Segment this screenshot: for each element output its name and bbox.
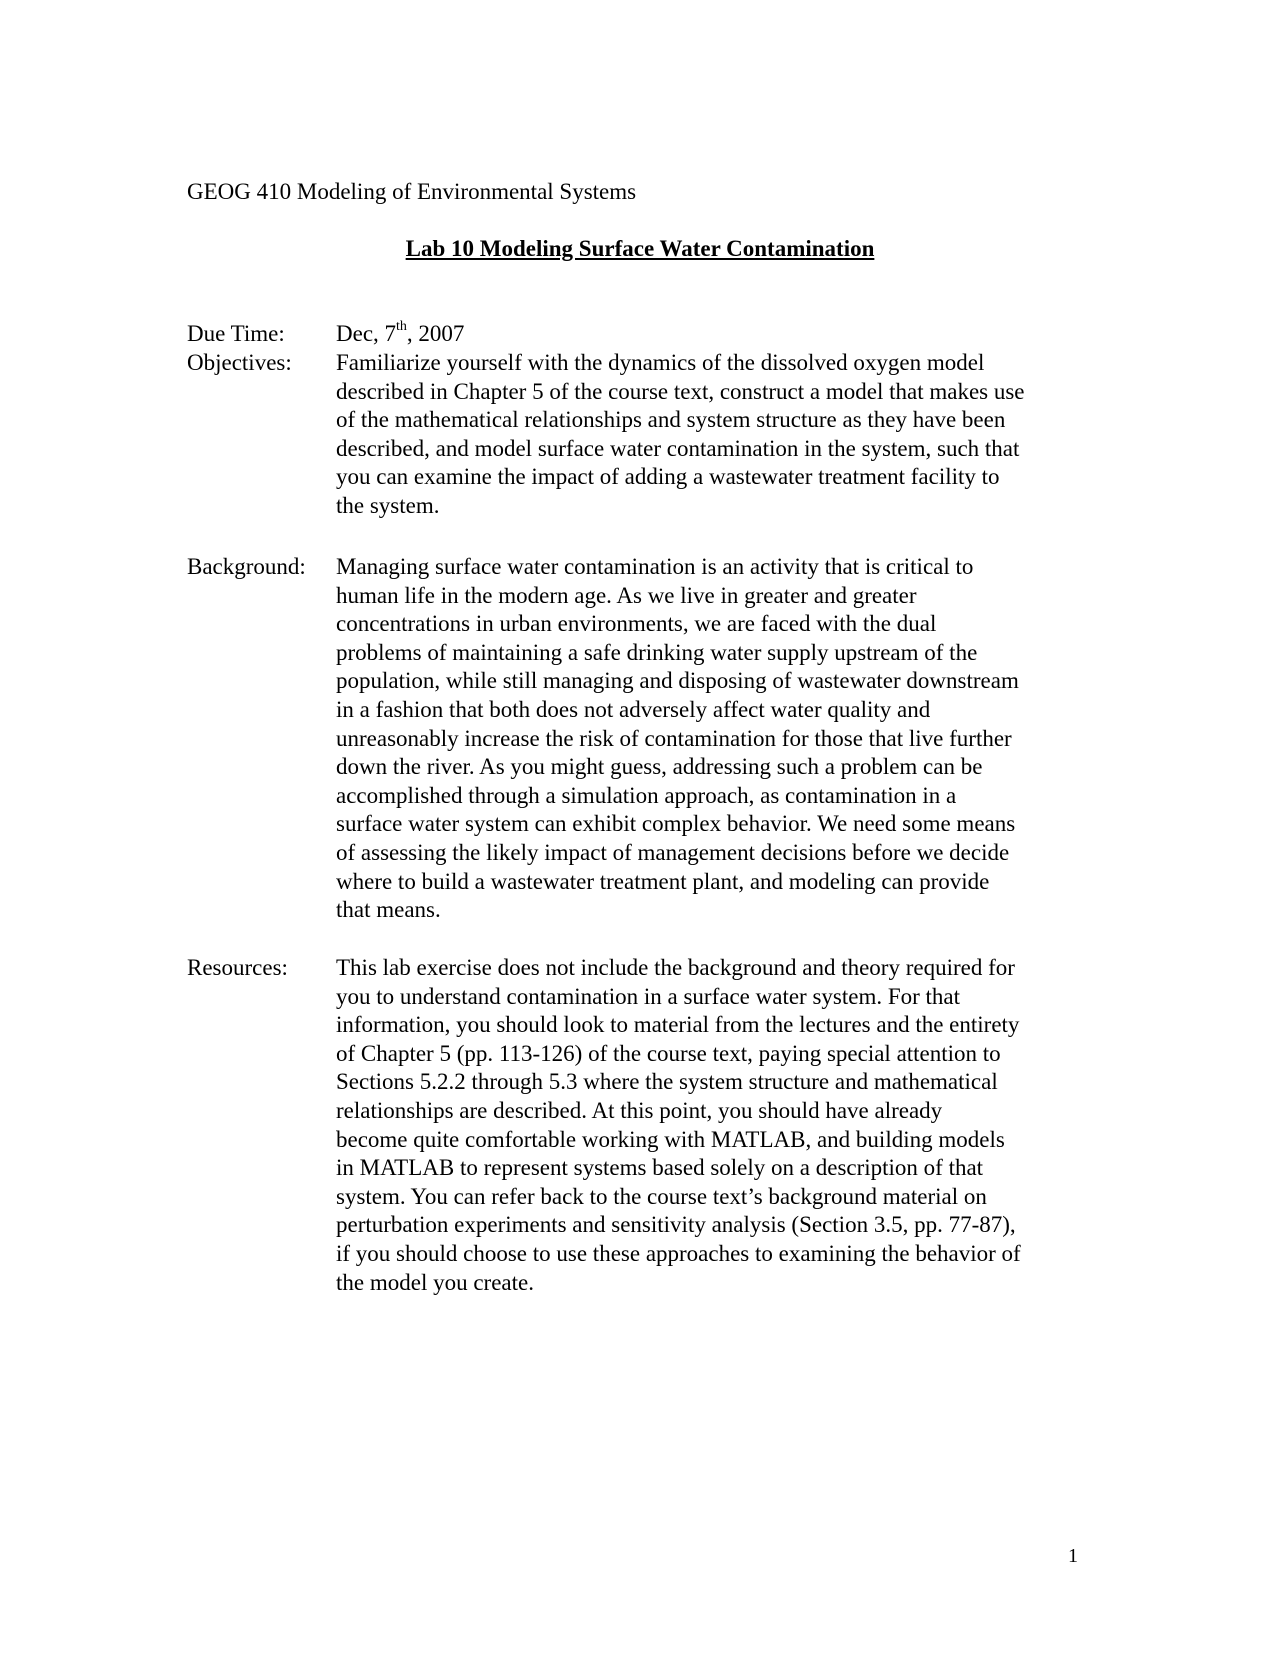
due-date [336,320,1096,349]
page-number: 1 [1068,1545,1078,1567]
background-line: problems of maintaining a safe drinking water supply upstream of the [336,639,978,665]
background-line: where to build a wastewater treatment plant, and modeling can provide [336,868,990,894]
resources-text [336,954,1096,1297]
resources-line: become quite comfortable working with MATLAB, and building models [336,1126,1005,1152]
resources-line: the model you create. [336,1269,534,1295]
resources-label: Resources: [187,955,288,980]
background-line: down the river. As you might guess, addressing such a problem can be [336,754,983,780]
due-time-label: Due Time: [187,321,285,346]
course-title: GEOG 410 Modeling of Environmental Systems [187,179,637,204]
objectives-line: you can examine the impact of adding a wastewater treatment facility to [336,464,1000,490]
resources-line: system. You can refer back to the course text’s background material on [336,1183,987,1209]
background-text [336,553,1096,925]
due-date-prefix: Dec, 7 [336,321,397,346]
lab-title: Lab 10 Modeling Surface Water Contamination [405,236,875,261]
background-line: human life in the modern age. As we live in greater and greater [336,582,917,608]
background-line: population, while still managing and disposing of wastewater downstream [336,668,1019,694]
objectives-line: described, and model surface water contamination in the system, such that [336,435,1020,461]
background-line: surface water system can exhibit complex behavior. We need some means [336,811,1016,837]
resources-line: if you should choose to use these approaches to examining the behavior of [336,1240,1021,1266]
objectives-line: Familiarize yourself with the dynamics of the dissolved oxygen model [336,350,985,375]
objectives-line: of the mathematical relationships and system structure as they have been [336,407,1006,433]
resources-line: you to understand contamination in a surface water system. For that [336,983,961,1009]
objectives-line: described in Chapter 5 of the course text, construct a model that makes use [336,378,1025,404]
background-label: Background: [187,554,306,579]
resources-line: Sections 5.2.2 through 5.3 where the system structure and mathematical [336,1069,998,1095]
resources-line: This lab exercise does not include the background and theory required for [336,955,1015,980]
objectives-text [336,349,1096,521]
objectives-line: the system. [336,492,440,518]
background-line: Managing surface water contamination is an activity that is critical to [336,554,974,579]
due-date-suffix: th [396,319,407,335]
objectives-label: Objectives: [187,350,292,375]
resources-line: in MATLAB to represent systems based solely on a description of that [336,1155,984,1181]
resources-line: information, you should look to material from the lectures and the entirety [336,1012,1020,1038]
background-line: in a fashion that both does not adversely affect water quality and [336,696,931,722]
resources-line: perturbation experiments and sensitivity analysis (Section 3.5, pp. 77-87), [336,1212,1016,1238]
background-line: of assessing the likely impact of management decisions before we decide [336,839,1010,865]
resources-line: relationships are described. At this point, you should have already [336,1097,943,1123]
background-line: that means. [336,897,441,923]
resources-line: of Chapter 5 (pp. 113-126) of the course text, paying special attention to [336,1040,1001,1066]
background-line: unreasonably increase the risk of contamination for those that live further [336,725,1012,751]
background-line: accomplished through a simulation approach, as contamination in a [336,782,957,808]
due-date-year: , 2007 [406,321,465,346]
background-line: concentrations in urban environments, we are faced with the dual [336,611,937,637]
